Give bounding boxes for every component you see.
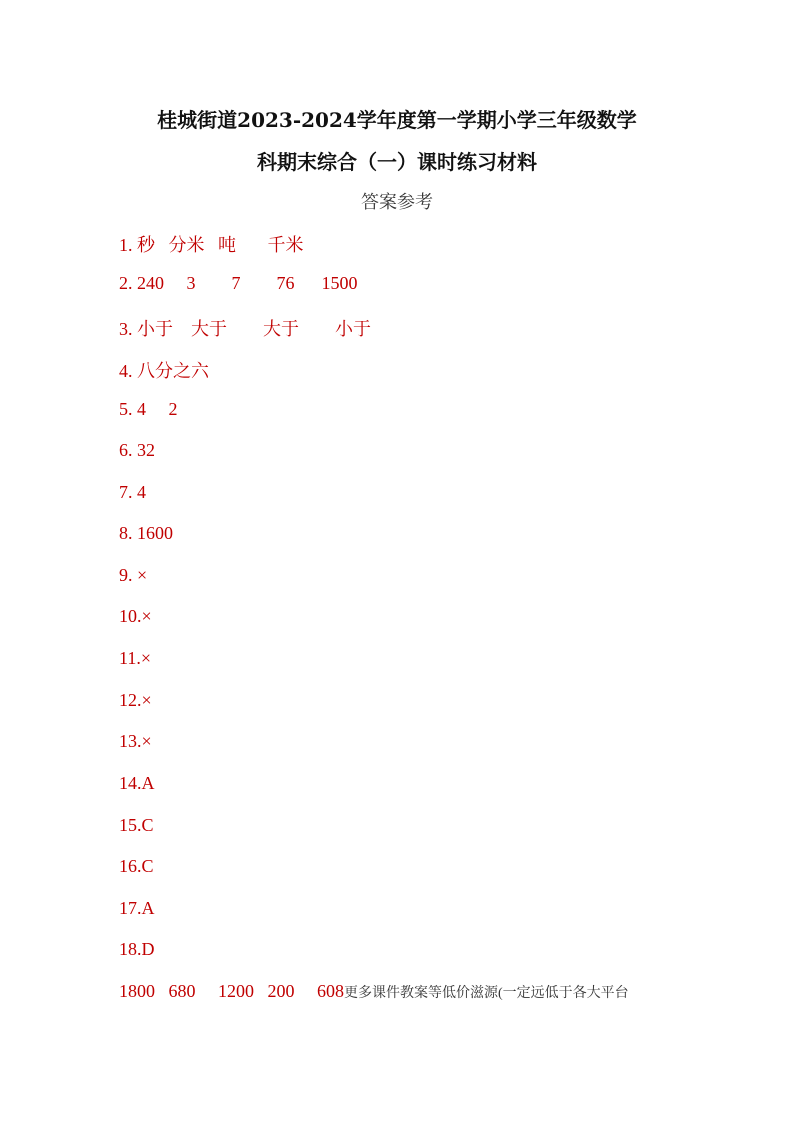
- promo-note: 更多课件教案等低价滋源(一定远低于各大平台: [344, 986, 629, 1001]
- answer-line: 17.A: [119, 898, 155, 918]
- answer-line: 15.C: [119, 815, 154, 835]
- answer-line: 10.×: [119, 606, 152, 626]
- document-subtitle: 答案参考: [361, 192, 433, 213]
- answer-line: 18.D: [119, 939, 155, 959]
- answer-line: 1. 秒 分米 吨 千米: [119, 235, 304, 255]
- answer-line: 5. 4 2: [119, 399, 178, 419]
- final-answer-values: 1800 680 1200 200 608: [119, 981, 344, 1001]
- document-title-line1: 桂城街道2023-2024学年度第一学期小学三年级数学: [157, 108, 637, 132]
- document-title-line2: 科期末综合（一）课时练习材料: [257, 150, 537, 174]
- answer-line: 13.×: [119, 731, 152, 751]
- answer-line-final: [119, 981, 629, 1002]
- answer-line: 2. 240 3 7 76 1500: [119, 273, 358, 293]
- answer-line: 8. 1600: [119, 523, 173, 543]
- answer-line: 11.×: [119, 648, 151, 668]
- answer-line: 6. 32: [119, 440, 155, 460]
- answer-line: 14.A: [119, 773, 155, 793]
- answer-line: 4. 八分之六: [119, 361, 209, 381]
- answer-line: 16.C: [119, 856, 154, 876]
- answer-line: 3. 小于 大于 大于 小于: [119, 319, 371, 339]
- answer-line: 12.×: [119, 690, 152, 710]
- answer-line: 7. 4: [119, 482, 146, 502]
- answer-line: 9. ×: [119, 565, 148, 585]
